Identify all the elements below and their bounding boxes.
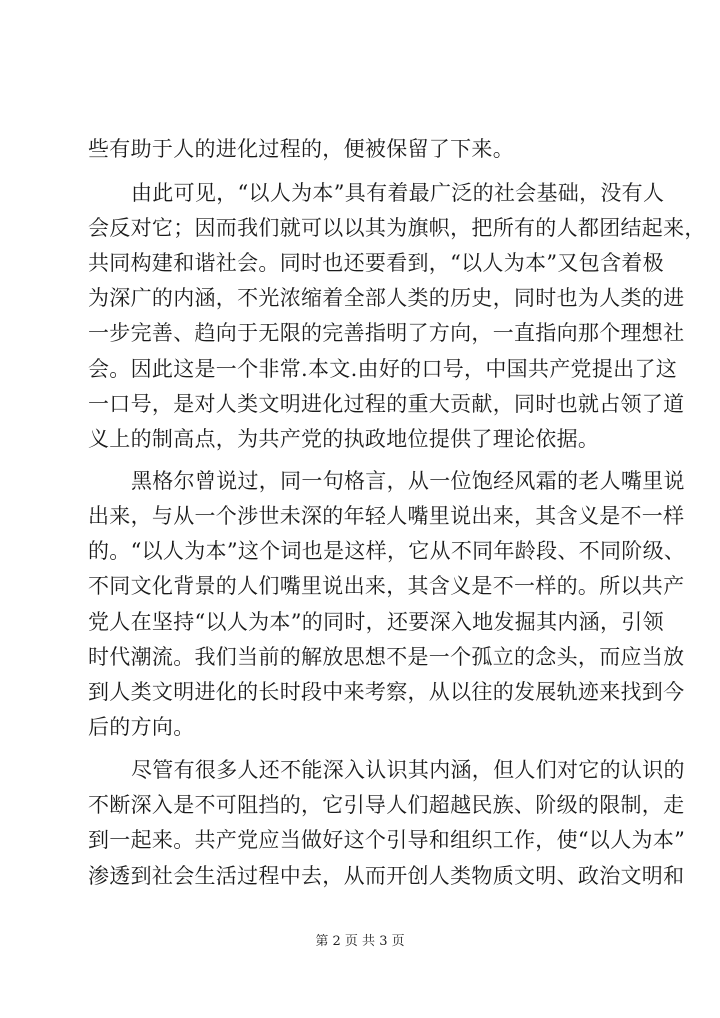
text-line: 渗透到社会生活过程中去，从而开创人类物质文明、政治文明和 [88,864,685,888]
text-line: 到人类文明进化的长时段中来考察，从以往的发展轨迹来找到今 [88,680,685,704]
text-line: 义上的制高点，为共产党的执政地位提供了理论依据。 [88,427,600,451]
text-line: 后的方向。 [88,715,195,739]
paragraph-3-line: 尽管有很多人还不能深入认识其内涵，但人们对它的认识的 [131,758,685,782]
text-line: 一步完善、趋向于无限的完善指明了方向，一直指向那个理想社 [88,321,685,345]
text-line: 出来，与从一个涉世未深的年轻人嘴里说出来，其含义是不一样 [88,504,685,528]
text-line: 共同构建和谐社会。同时也还要看到，“以人为本”又包含着极 [88,251,664,275]
text-line: 会。因此这是一个非常.本文.由好的口号，中国共产党提出了这 [88,357,678,381]
text-line: 的。“以人为本”这个词也是这样，它从不同年龄段、不同阶级、 [88,539,686,563]
text-line: 不同文化背景的人们嘴里说出来，其含义是不一样的。所以共产 [88,574,685,598]
text-line: 不断深入是不可阻挡的，它引导人们超越民族、阶级的限制，走 [88,793,685,817]
text-line: 党人在坚持“以人为本”的同时，还要深入地发掘其内涵，引领 [88,610,664,634]
paragraph-1-line: 由此可见，“以人为本”具有着最广泛的社会基础，没有人 [131,181,665,205]
text-line: 会反对它；因而我们就可以以其为旗帜，把所有的人都团结起来， [88,216,706,240]
text-line: 到一起来。共产党应当做好这个引导和组织工作，使“以人为本” [88,828,686,852]
paragraph-2-line: 黑格尔曾说过，同一句格言，从一位饱经风霜的老人嘴里说 [131,469,685,493]
page-number-footer: 第 2 页 共 3 页 [315,934,405,949]
text-line: 时代潮流。我们当前的解放思想不是一个孤立的念头，而应当放 [88,645,685,669]
text-line: 为深广的内涵，不光浓缩着全部人类的历史，同时也为人类的进 [88,286,685,310]
text-line: 些有助于人的进化过程的，便被保留了下来。 [88,137,514,161]
text-line: 一口号，是对人类文明进化过程的重大贡献，同时也就占领了道 [88,392,685,416]
